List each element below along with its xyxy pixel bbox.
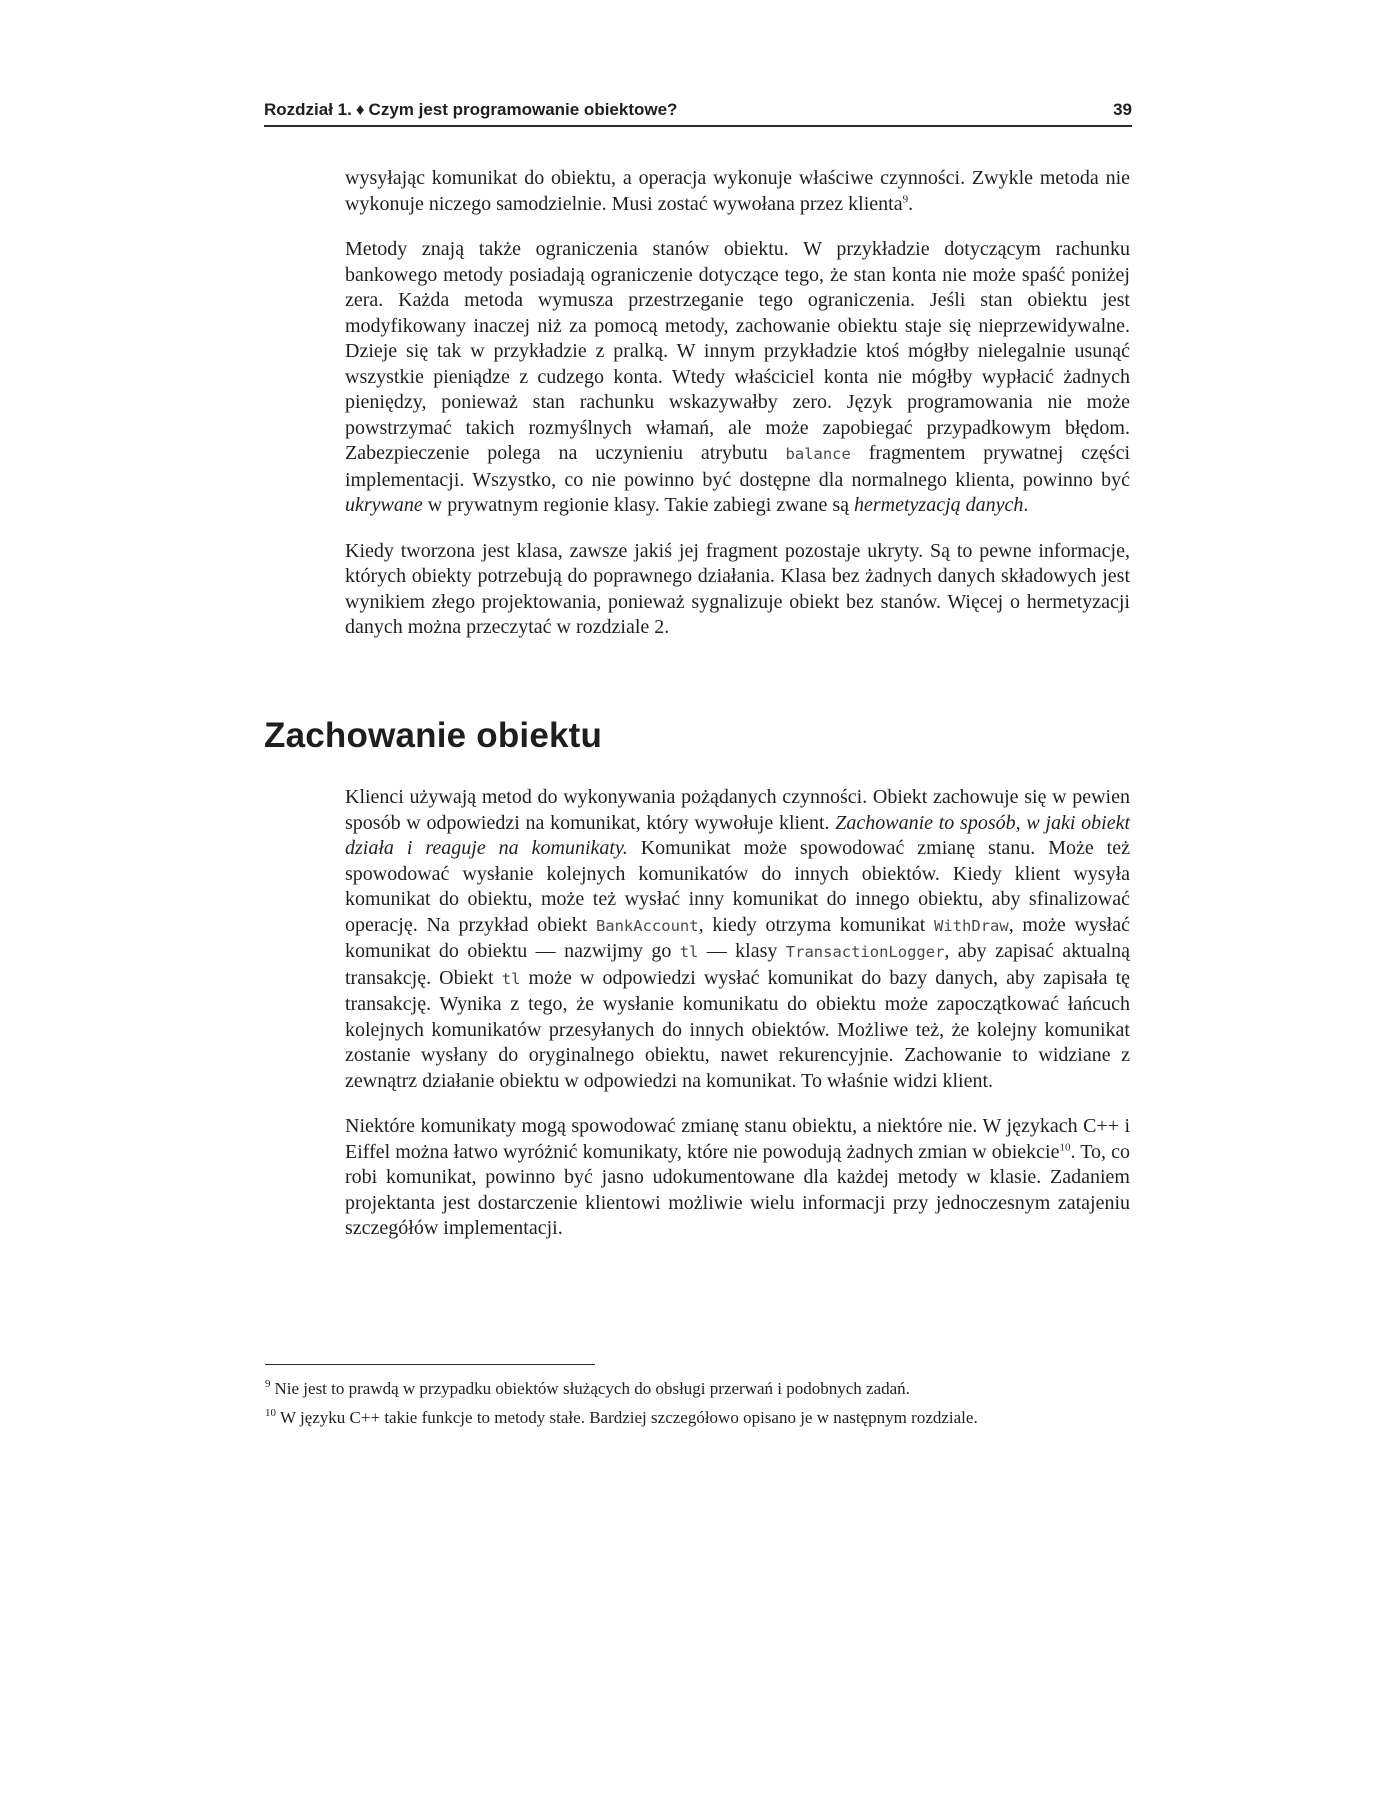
text-run: , kiedy otrzyma komunikat bbox=[698, 913, 926, 936]
text-run: . bbox=[1023, 494, 1029, 516]
footnote-mark: 10 bbox=[265, 1407, 276, 1420]
section-heading: Zachowanie obiektu bbox=[264, 716, 603, 755]
footnote-ref-9[interactable]: 9 bbox=[902, 192, 909, 205]
footnote-9 bbox=[265, 1378, 1145, 1400]
text-run: wysyłając komunikat do obiektu, a operacja wykonuje właściwe czynności. Zwykle metoda nie wykonuje niczego samodzielnie. Musi zostać wywołana przez klienta bbox=[345, 167, 1130, 215]
chapter-title bbox=[264, 100, 677, 120]
code-balance: balance bbox=[785, 445, 851, 463]
text-run: — klasy bbox=[706, 940, 778, 962]
footnote-text: Nie jest to prawdą w przypadku obiektów służących do obsługi przerwań i podobnych zadań. bbox=[274, 1379, 910, 1398]
emphasis-hermetyzacja: hermetyzacją danych bbox=[854, 494, 1024, 516]
footnote-text: W języku C++ takie funkcje to metody stałe. Bardziej szczegółowo opisano je w następnym rozdziale. bbox=[280, 1408, 978, 1427]
footnote-mark: 9 bbox=[265, 1378, 271, 1391]
text-run: , może wysłać komunikat do obiektu — nazwijmy go bbox=[345, 913, 1130, 962]
emphasis-ukrywane: ukrywane bbox=[345, 494, 423, 516]
code-bankaccount: BankAccount bbox=[595, 916, 699, 935]
code-transactionlogger: TransactionLogger bbox=[785, 943, 945, 961]
paragraph-1 bbox=[345, 166, 1130, 217]
paragraph-5 bbox=[345, 1114, 1130, 1242]
text-run: Klienci używają metod do wykonywania pożądanych czynności. Obiekt zachowuje się w pewien sposób w odpowiedzi na komunikat, który wywołuje klient. bbox=[345, 786, 1130, 834]
body-text-section bbox=[345, 785, 1130, 1262]
text-run: Kiedy tworzona jest klasa, zawsze jakiś jej fragment pozostaje ukryty. Są to pewne informacje, których obiekty potrzebują do poprawnego działania. Klasa bez żadnych danych składowych jest wynikiem złego projektowania, ponieważ sygnalizuje obiekt bez stanów. Więcej o hermetyzacji danych można przeczytać w rozdziale 2. bbox=[345, 539, 1130, 638]
emphasis-definition: Zachowanie to sposób, w jaki obiekt działa i reaguje na komunikaty. bbox=[345, 811, 1131, 859]
footnote-10 bbox=[265, 1407, 1145, 1429]
footnote-divider bbox=[265, 1364, 595, 1365]
text-run: Komunikat może spowodować zmianę stanu. Może też spowodować wysłanie kolejnych komunikatów do innych obiektów. Kiedy klient wysyła komunikat do obiektu, może też wysłać inny komunikat do innego obiektu, aby sfinalizować operację. Na przykład obiekt bbox=[345, 837, 1130, 936]
code-tl: tl bbox=[501, 969, 521, 988]
paragraph-2 bbox=[345, 237, 1130, 519]
code-withdraw: WithDraw bbox=[934, 916, 1009, 935]
paragraph-4 bbox=[345, 785, 1130, 1094]
footnote-ref-10[interactable]: 10 bbox=[1059, 1140, 1071, 1153]
page-number: 39 bbox=[1113, 100, 1132, 119]
body-text-top bbox=[345, 166, 1130, 661]
paragraph-3 bbox=[345, 539, 1130, 641]
chapter-label: Rozdział 1. bbox=[264, 100, 352, 119]
diamond-icon: ♦ bbox=[355, 100, 365, 119]
code-tl: tl bbox=[679, 943, 699, 961]
running-header bbox=[264, 97, 1132, 127]
text-run: . To, co robi komunikat, powinno być jasno udokumentowane dla każdej metody w klasie. Zadaniem projektanta jest dostarczenie klientowi możliwie wielu informacji przy jednoczesnym zatajeniu szczegółów implementacji. bbox=[345, 1140, 1130, 1239]
text-run: może w odpowiedzi wysłać komunikat do bazy danych, aby zapisała tę transakcję. Wynika z tego, że wysłanie komunikatu do obiektu może zapoczątkować łańcuch kolejnych komunikatów przesyłanych do innych obiektów. Możliwe też, że kolejny komunikat zostanie wysłany do oryginalnego obiektu, nawet rekurencyjnie. Zachowanie to widziane z zewnątrz działanie obiektu w odpowiedzi na komunikat. To właśnie widzi klient. bbox=[345, 966, 1131, 1092]
text-run: w prywatnym regionie klasy. Takie zabiegi zwane są bbox=[427, 494, 849, 516]
footnotes bbox=[265, 1378, 1145, 1436]
text-run: fragmentem prywatnej części implementacji. Wszystko, co nie powinno być dostępne dla normalnego klienta, powinno być bbox=[345, 442, 1131, 491]
text-run: Niektóre komunikaty mogą spowodować zmianę stanu obiektu, a niektóre nie. W językach C++ i Eiffel można łatwo wyróżnić komunikaty, które nie powodują żadnych zmian w obiekcie bbox=[345, 1115, 1130, 1163]
text-run: . bbox=[908, 192, 914, 215]
chapter-name: Czym jest programowanie obiektowe? bbox=[368, 100, 678, 119]
text-run: Metody znają także ograniczenia stanów obiektu. W przykładzie dotyczącym rachunku bankowego metody posiadają ograniczenie dotyczące tego, że stan konta nie może spaść poniżej zera. Każda metoda wymusza przestrzeganie tego ograniczenia. Jeśli stan obiektu jest modyfikowany inaczej niż za pomocą metody, zachowanie obiektu staje się nieprzewidywalne. Dzieje się tak w przykładzie z pralką. W innym przykładzie ktoś mógłby nielegalnie usunąć wszystkie pieniądze z cudzego konta. Wtedy właściciel konta nie mógłby wypłacić żadnych pieniędzy, ponieważ stan rachunku wskazywałby zero. Język programowania nie może powstrzymać takich rozmyślnych włamań, ale może zapobiegać przypadkowym błędom. Zabezpieczenie polega na uczynieniu atrybutu bbox=[345, 238, 1130, 464]
text-run: , aby zapisać aktualną transakcję. Obiekt bbox=[345, 940, 1131, 989]
